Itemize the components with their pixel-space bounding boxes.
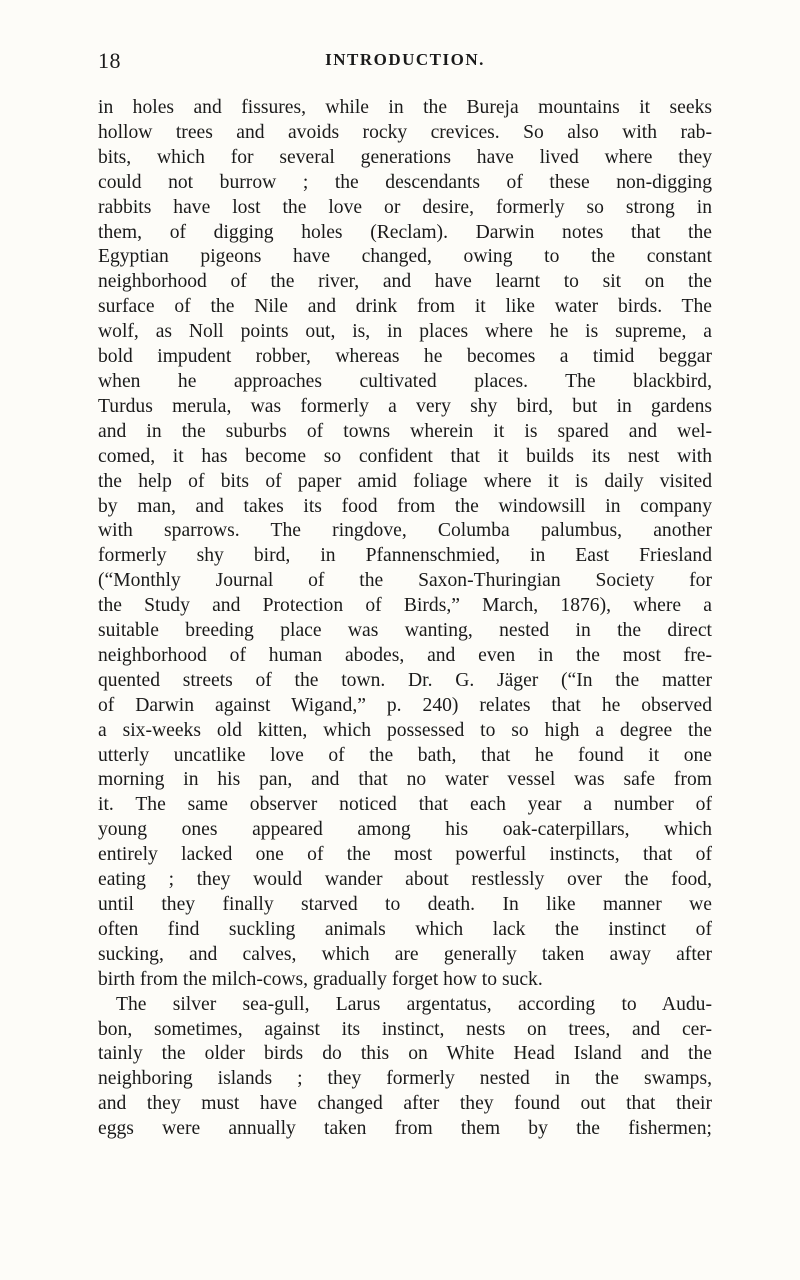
text-line: quented streets of the town. Dr. G. Jäger (“In the matter — [98, 669, 712, 691]
text-line: could not burrow ; the descendants of these non-digging — [98, 171, 712, 193]
text-line: bits, which for several generations have lived where they — [98, 146, 712, 168]
text-line: it. The same observer noticed that each year a number of — [98, 794, 712, 816]
text-line: birth from the milch-cows, gradually forget how to suck. — [98, 968, 543, 990]
text-line: bold impudent robber, whereas he becomes a timid beggar — [98, 346, 712, 368]
text-line: entirely lacked one of the most powerful instincts, that of — [98, 844, 712, 866]
text-line: suitable breeding place was wanting, nested in the direct — [98, 620, 712, 642]
text-line: a six-weeks old kitten, which possessed to so high a degree the — [98, 719, 712, 741]
text-line: by man, and takes its food from the windowsill in company — [98, 495, 712, 517]
book-page — [98, 48, 712, 1142]
text-line: Egyptian pigeons have changed, owing to the constant — [98, 246, 712, 268]
text-line: morning in his pan, and that no water vessel was safe from — [98, 769, 712, 791]
text-line: wolf, as Noll points out, is, in places where he is supreme, a — [98, 321, 712, 343]
text-line: neighborhood of human abodes, and even in the most fre- — [98, 644, 712, 666]
text-line: eating ; they would wander about restlessly over the food, — [98, 869, 712, 891]
text-line: in holes and fissures, while in the Bureja mountains it seeks — [98, 97, 712, 118]
text-line: eggs were annually taken from them by the fishermen; — [98, 1118, 712, 1140]
paragraph — [98, 993, 712, 1142]
text-line: hollow trees and avoids rocky crevices. So also with rab- — [98, 121, 712, 143]
text-line: The silver sea-gull, Larus argentatus, according to Audu- — [116, 993, 712, 1015]
text-line: of Darwin against Wigand,” p. 240) relates that he observed — [98, 694, 712, 716]
running-head — [98, 48, 712, 82]
text-line: often find suckling animals which lack the instinct of — [98, 918, 712, 940]
text-line: bon, sometimes, against its instinct, nests on trees, and cer- — [98, 1018, 712, 1040]
text-line: comed, it has become so confident that it builds its nest with — [98, 445, 712, 467]
text-line: tainly the older birds do this on White Head Island and the — [98, 1043, 712, 1065]
page-number: 18 — [98, 48, 121, 73]
text-line: sucking, and calves, which are generally taken away after — [98, 943, 712, 965]
text-line: (“Monthly Journal of the Saxon-Thuringian Society for — [98, 570, 712, 592]
text-line: surface of the Nile and drink from it like water birds. The — [98, 296, 712, 318]
text-line: Turdus merula, was formerly a very shy bird, but in gardens — [98, 395, 712, 417]
paragraph — [98, 96, 712, 993]
text-line: and they must have changed after they found out that their — [98, 1093, 712, 1115]
text-line: young ones appeared among his oak-caterpillars, which — [98, 819, 712, 841]
text-line: until they finally starved to death. In like manner we — [98, 894, 712, 915]
running-title: INTRODUCTION. — [325, 50, 485, 69]
text-line: utterly uncatlike love of the bath, that he found it one — [98, 744, 712, 766]
text-line: neighborhood of the river, and have learnt to sit on the — [98, 271, 712, 293]
text-line: the Study and Protection of Birds,” March, 1876), where a — [98, 595, 712, 617]
text-line: with sparrows. The ringdove, Columba palumbus, another — [98, 520, 712, 542]
text-line: formerly shy bird, in Pfannenschmied, in East Friesland — [98, 545, 712, 567]
text-line: when he approaches cultivated places. The blackbird, — [98, 370, 712, 392]
text-line: neighboring islands ; they formerly nested in the swamps, — [98, 1068, 712, 1090]
body-text — [98, 96, 712, 1142]
text-line: and in the suburbs of towns wherein it is spared and wel- — [98, 420, 712, 442]
text-line: rabbits have lost the love or desire, formerly so strong in — [98, 196, 712, 218]
text-line: the help of bits of paper amid foliage where it is daily visited — [98, 470, 712, 492]
text-line: them, of digging holes (Reclam). Darwin notes that the — [98, 221, 712, 243]
